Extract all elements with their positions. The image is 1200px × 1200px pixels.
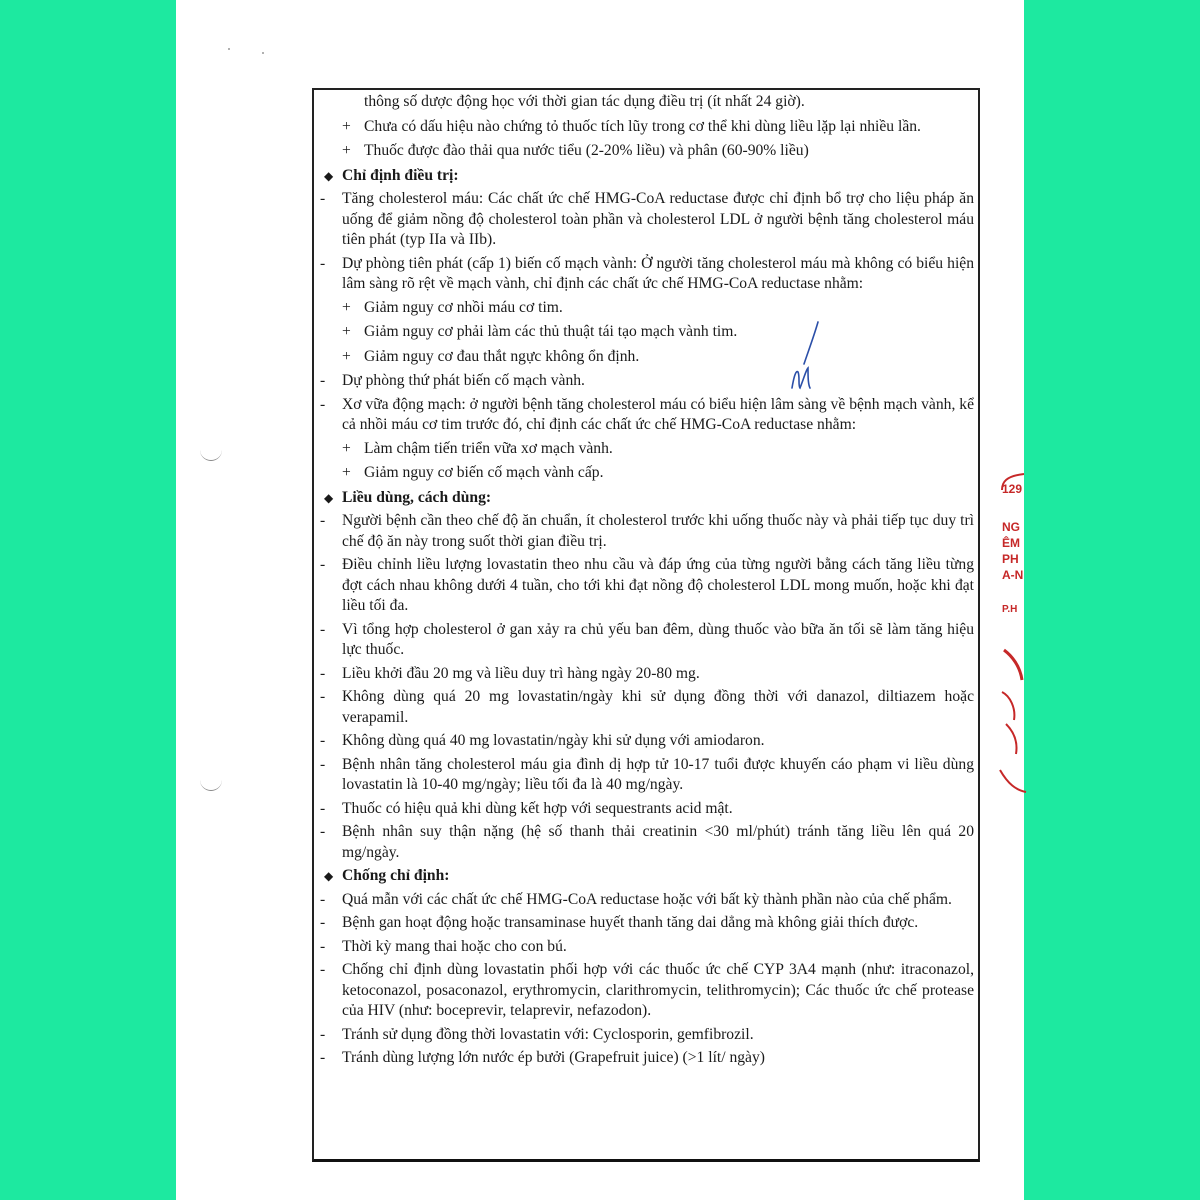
plus-marker: +: [342, 464, 351, 481]
signature-mark: [786, 318, 826, 398]
list-item: [320, 141, 974, 162]
section-heading-indications: [320, 166, 974, 187]
dash-marker: -: [320, 1025, 326, 1043]
plus-marker: +: [342, 117, 351, 135]
list-item: [320, 463, 974, 484]
list-item: [320, 687, 974, 728]
dash-marker: -: [320, 372, 326, 389]
stamp-text: 129: [1002, 482, 1023, 496]
dash-marker: -: [320, 799, 326, 817]
list-item: [320, 347, 974, 368]
dash-marker: -: [320, 620, 326, 638]
dash-marker: -: [320, 937, 326, 955]
list-item: [320, 555, 974, 617]
official-stamp: [996, 470, 1030, 810]
list-item: [320, 731, 974, 752]
plus-marker: +: [342, 347, 351, 365]
document-body: [320, 92, 974, 1072]
dash-marker: -: [320, 914, 326, 931]
plus-marker: +: [342, 298, 351, 316]
stamp-text: A-N: [1002, 568, 1024, 582]
list-item-text: Người bệnh cần theo chế độ ăn chuẩn, ít cholesterol trước khi uống thuốc này và phải tiếp tục duy trì chế độ ăn này trong suốt thời gian điều trị.: [342, 512, 974, 550]
plus-marker: +: [342, 439, 351, 457]
list-item: [320, 322, 974, 343]
dash-marker: -: [320, 190, 326, 207]
continuation-text: thông số dược động học với thời gian tác dụng điều trị (ít nhất 24 giờ).: [364, 93, 805, 110]
list-item: [320, 511, 974, 552]
stamp-text: PH: [1002, 552, 1019, 566]
list-item: [320, 298, 974, 319]
list-item-text: Dự phòng tiên phát (cấp 1) biến cố mạch vành: Ở người tăng cholesterol máu mà không có biểu hiện lâm sàng rõ rệt về mạch vành, chỉ định các chất ức chế HMG-CoA reductase nhằm:: [342, 254, 974, 292]
list-item-text: Giảm nguy cơ nhồi máu cơ tim.: [364, 298, 563, 316]
list-item: [320, 395, 974, 436]
list-item-text: Quá mẫn với các chất ức chế HMG-CoA reductase hoặc với bất kỳ thành phần nào của chế phẩm.: [342, 890, 952, 908]
dash-marker: -: [320, 664, 326, 682]
list-item-text: Vì tổng hợp cholesterol ở gan xảy ra chủ yếu ban đêm, dùng thuốc vào bữa ăn tối sẽ làm tăng hiệu lực thuốc.: [342, 620, 974, 658]
diamond-bullet-icon: ◆: [324, 869, 334, 883]
list-item: [320, 117, 974, 138]
diamond-bullet-icon: ◆: [324, 168, 334, 183]
list-item: [320, 1025, 974, 1046]
list-item-text: Chống chỉ định dùng lovastatin phối hợp với các thuốc ức chế CYP 3A4 mạnh (như: itraconazol, ketoconazol, posaconazol, erythromycin, clarithromycin, telithromycin); Các thuốc ức chế protease của HIV (như: boceprevir, telaprevir, nefazodon).: [342, 961, 974, 1019]
list-item: [320, 960, 974, 1022]
stamp-text: P.H: [1002, 604, 1018, 615]
list-item-text: Làm chậm tiến triển vữa xơ mạch vành.: [364, 439, 613, 457]
list-item: [320, 664, 974, 685]
dash-marker: -: [320, 732, 326, 749]
list-item: [320, 755, 974, 796]
dash-marker: -: [320, 688, 326, 705]
list-item-text: Liều khởi đầu 20 mg và liều duy trì hàng ngày 20-80 mg.: [342, 664, 700, 682]
list-item-text: Giảm nguy cơ đau thắt ngực không ổn định.: [364, 347, 640, 365]
list-item-text: Bệnh gan hoạt động hoặc transaminase huyết thanh tăng dai dẳng mà không giải thích được.: [342, 914, 919, 931]
dash-marker: -: [320, 254, 326, 272]
stamp-text: NG: [1002, 520, 1020, 534]
diamond-bullet-icon: ◆: [324, 490, 334, 505]
list-item-text: Tránh sử dụng đồng thời lovastatin với: Cyclosporin, gemfibrozil.: [342, 1025, 754, 1043]
dash-marker: -: [320, 556, 326, 573]
scan-speck: [262, 52, 264, 54]
dash-marker: -: [320, 961, 326, 978]
list-item-text: Điều chỉnh liều lượng lovastatin theo nhu cầu và đáp ứng của từng người bằng cách tăng liều từng đợt cách nhau không dưới 4 tuần, cho tới khi đạt nồng độ cholesterol LDL mong muốn, hoặc khi đạt liều tối đa.: [342, 556, 974, 614]
list-item: [320, 620, 974, 661]
list-item-text: Chưa có dấu hiệu nào chứng tỏ thuốc tích lũy trong cơ thể khi dùng liều lặp lại nhiều lần.: [364, 117, 921, 135]
dash-marker: -: [320, 1049, 326, 1066]
continuation-paragraph: [320, 92, 974, 113]
list-item-text: Giảm nguy cơ biến cố mạch vành cấp.: [364, 464, 604, 481]
list-item: [320, 371, 974, 392]
dash-marker: -: [320, 755, 326, 773]
list-item-text: Bệnh nhân tăng cholesterol máu gia đình dị hợp tử 10-17 tuổi được khuyến cáo phạm vi liều dùng lovastatin là 10-40 mg/ngày; liều tối đa là 40 mg/ngày.: [342, 755, 974, 793]
heading-text: Liều dùng, cách dùng:: [342, 488, 492, 506]
list-item-text: Tăng cholesterol máu: Các chất ức chế HMG-CoA reductase được chỉ định bổ trợ cho liệu pháp ăn uống để giảm nồng độ cholesterol toàn phần và cholesterol LDL ở người bệnh tăng cholesterol máu tiên phát (typ IIa và IIb).: [342, 190, 974, 248]
list-item-text: Thuốc có hiệu quả khi dùng kết hợp với sequestrants acid mật.: [342, 799, 733, 817]
list-item-text: Dự phòng thứ phát biến cố mạch vành.: [342, 372, 585, 389]
list-item-text: Tránh dùng lượng lớn nước ép bưởi (Grapefruit juice) (>1 lít/ ngày): [342, 1049, 765, 1066]
list-item-text: Thuốc được đào thải qua nước tiểu (2-20% liều) và phân (60-90% liều): [364, 142, 809, 159]
list-item-text: Không dùng quá 20 mg lovastatin/ngày khi sử dụng đồng thời với danazol, diltiazem hoặc verapamil.: [342, 688, 974, 726]
dash-marker: -: [320, 823, 326, 840]
plus-marker: +: [342, 142, 351, 159]
list-item: [320, 822, 974, 863]
list-item: [320, 890, 974, 911]
dash-marker: -: [320, 395, 326, 413]
list-item: [320, 799, 974, 820]
scan-speck: [228, 48, 230, 50]
stamp-text: ÊM: [1002, 536, 1020, 550]
list-item-text: Không dùng quá 40 mg lovastatin/ngày khi sử dụng với amiodaron.: [342, 732, 765, 749]
list-item: [320, 254, 974, 295]
list-item: [320, 913, 974, 934]
list-item-text: Xơ vữa động mạch: ở người bệnh tăng cholesterol máu có biểu hiện lâm sàng về bệnh mạch vành, kể cả nhồi máu cơ tim trước đó, chỉ định các chất ức chế HMG-CoA reductase nhằm:: [342, 395, 974, 433]
list-item-text: Thời kỳ mang thai hoặc cho con bú.: [342, 937, 567, 955]
list-item: [320, 189, 974, 251]
list-item-text: Giảm nguy cơ phải làm các thủ thuật tái tạo mạch vành tim.: [364, 323, 738, 340]
list-item-text: Bệnh nhân suy thận nặng (hệ số thanh thải creatinin <30 ml/phút) tránh tăng liều lên quá 20 mg/ngày.: [342, 823, 974, 861]
dash-marker: -: [320, 512, 326, 529]
heading-text: Chỉ định điều trị:: [342, 166, 459, 184]
list-item: [320, 937, 974, 958]
section-heading-contraindications: [320, 866, 974, 887]
dash-marker: -: [320, 890, 326, 908]
list-item: [320, 439, 974, 460]
section-heading-dosage: [320, 488, 974, 509]
heading-text: Chống chỉ định:: [342, 867, 450, 884]
list-item: [320, 1048, 974, 1069]
plus-marker: +: [342, 323, 351, 340]
